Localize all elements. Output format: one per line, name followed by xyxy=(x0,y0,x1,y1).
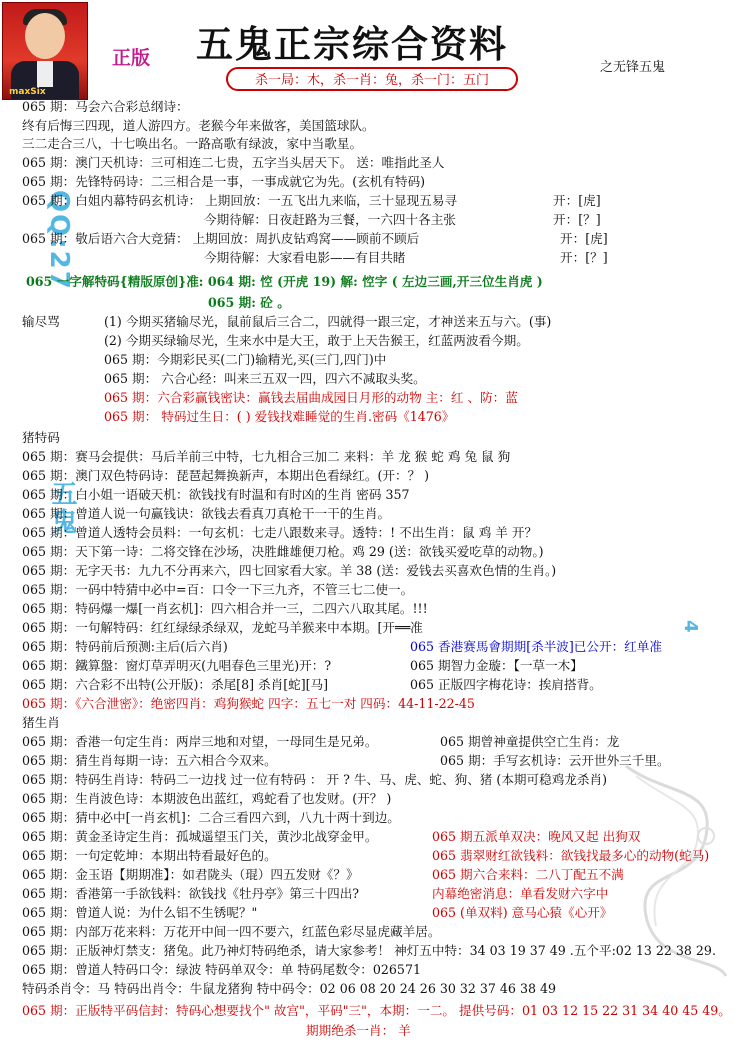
text-line: 065 期五派单双决：晚风又起 出狗双 xyxy=(432,829,641,844)
text-line: 065 期：白小姐一语破天机：欲钱找有时温和有时凶的生肖 密码 357 xyxy=(22,487,410,502)
text-line: 065 期：六合彩赢钱密诀：赢钱去届曲成园日月形的动物 主：红 、防：蓝 xyxy=(104,390,518,405)
text-line: 065 期：香港第一手欲钱料：欲钱找《牡丹亭》第三十四出? xyxy=(22,886,360,901)
watermark-qq: QQ:27 xyxy=(44,190,74,291)
text-line: 065 期：特码前后预测:主后(后六肖) xyxy=(22,639,228,654)
text-line: 065 期：内部万花来料：万花开中间一四不要六，红蓝色彩尽显虎藏羊居。 xyxy=(22,924,441,939)
text-line: 三二走合三八，十七唤出名。一路高歌有绿波，家中当歌星。 xyxy=(22,136,363,151)
text-line: 065 期：一句解特码：红红绿绿杀绿双，龙蛇马羊猴来中本期。[开══准 xyxy=(22,620,423,635)
text-line: 065 期：六合彩不出特(公开版)：杀尾[8] 杀肖[蛇][马] xyxy=(22,677,329,692)
text-line: 065 期：曾道人说：为什么铝不生锈呢？" xyxy=(22,905,258,920)
text-line: 开：[？] xyxy=(553,212,601,227)
text-line: (2) 今期买绿输尽光，生来水中是大王，敢于上天告猴王，红蓝两波看今期。 xyxy=(104,333,529,348)
text-line: 065 期：澳门双色特码诗：琵琶起舞换新声，本期出色看绿红。(开：？ ) xyxy=(22,468,430,483)
page-title: 五鬼正宗综合资料 xyxy=(196,22,508,66)
text-line: 065 期：《六合泄密》：绝密四肖：鸡狗猴蛇 四字：五七一对 四码：44-11-22-45 xyxy=(22,696,475,711)
text-line: 065 期：敬后语六合大竞猜： 上期回放：周扒皮钻鸡窝——顾前不顾后 xyxy=(22,231,420,246)
text-line: 065 期：曾道人说一句赢钱诀：欲钱去看真刀真枪干一干的生肖。 xyxy=(22,506,391,521)
text-line: 065 期：黄金圣诗定生肖：孤城遥望玉门关，黄沙北战穿金甲。 xyxy=(22,829,378,844)
text-line: 猪生肖 xyxy=(22,715,60,730)
text-line: 期期绝杀一肖： 羊 xyxy=(306,1023,411,1038)
text-line: 终有后悔三四现，道人游四方。老猴今年来做客，美国篮球队。 xyxy=(22,118,375,133)
text-line: 065 期曾神童提供空亡生肖：龙 xyxy=(440,734,620,749)
text-line: 猪特码 xyxy=(22,430,60,445)
text-line: 065 期智力金璇：【一草一木】 xyxy=(410,658,583,673)
text-line: 065 期：白姐内幕特码玄机诗： 上期回放：一五飞出九来临，三十显现五易寻 xyxy=(22,193,458,208)
text-line: 065 期：猜中必中[一肖玄机]：二合三看四六到，八九十两十到边。 xyxy=(22,810,400,825)
text-line: 今期待解：日夜赶路为三餐，一六四十各主张 xyxy=(204,212,456,227)
text-line: 065 期：无字天书：九九不分再来六，四七回家看大家。羊 38 (送：爱钱去买喜欢色情的生肖。) xyxy=(22,563,557,578)
text-line: (1) 今期买猪输尽光，鼠前鼠后三合二，四就得一跟三定，才神送来五与六。(事) xyxy=(104,314,552,329)
text-line: 开：[虎] xyxy=(553,193,601,208)
text-line: 今期待解：大家看电影——有目共睹 xyxy=(204,250,406,265)
photo-tag: maxSix xyxy=(9,87,46,97)
text-line: 065 期: 砼 。 xyxy=(208,295,290,310)
text-line: 065 期：马会六合彩总纲诗： xyxy=(22,99,189,114)
text-line: 065 一字解特码{精版原创}准: 064 期: 悾 (开虎 19) 解: 悾字 ( 左边三画,开三位生肖虎 ) xyxy=(26,274,543,289)
text-line: 065 (单双料) 意马心猿《心开》 xyxy=(432,905,613,920)
text-line: 开：[虎] xyxy=(560,231,608,246)
text-line: 065 期：先锋特码诗：二三相合是一事，一事成就它为先。(玄机有特码) xyxy=(22,174,426,189)
text-line: 065 期：一码中特猜中必中=百：口令一下三九齐，不管三七二使一。 xyxy=(22,582,414,597)
watermark-number: 4 xyxy=(680,620,701,635)
text-line: 065 期：手写玄机诗：云开世外三千里。 xyxy=(440,753,670,768)
author-photo xyxy=(2,2,88,100)
text-line: 065 期： 特码过生日：( ) 爱钱找难睡觉的生肖.密码《1476》 xyxy=(104,409,455,424)
text-line: 065 期：正版特平码信封：特码心想要找个" 故宫"，平码"三"，本期：一二。 提供号码：01 03 12 15 22 31 34 40 45 49。 xyxy=(22,1003,731,1018)
text-line: 特码杀肖令：马 特码出肖令：牛鼠龙猪狗 特中码令：02 06 08 20 24 26 30 32 37 46 38 49 xyxy=(22,981,556,996)
text-line: 065 期： 六合心经：叫来三五双一四，四六不减取头奖。 xyxy=(104,371,426,386)
text-line: 开：[？] xyxy=(560,250,608,265)
text-line: 065 香港赛馬會期期[杀半波]已公开：红单准 xyxy=(410,639,662,654)
text-line: 065 期：今期彩民买(二门)输精光,买(三门,四门)中 xyxy=(104,352,387,367)
text-line: 065 期：特码爆一爆[一肖玄机]：四六相合并一三，二四六八取其尾。!!! xyxy=(22,601,428,616)
text-line: 065 期：赛马会提供：马后羊前三中特，七九相合三加二 来料：羊 龙 猴 蛇 鸡 兔 鼠 狗 xyxy=(22,449,511,464)
text-line: 065 期：特码生肖诗：特码二一边找 过一位有特码 ： 开 ? 牛、马、虎、蛇、狗、猪 (本期可稳鸡龙杀肖) xyxy=(22,772,607,787)
text-line: 065 期：鐵算盤：窗灯草弄明灭(九唱春色三里光)开：? xyxy=(22,658,332,673)
text-line: 065 期：曾道人特码口令：绿波 特码单双令：单 特码尾数令：026571 xyxy=(22,962,421,977)
kill-bar: 杀一局：木，杀一肖：兔，杀一门：五门 xyxy=(226,67,518,91)
text-line: 065 期：天下第一诗：二将交锋在沙场，决胜雌雄便刀枪。鸡 29 (送：欲钱买爱吃草的动物。) xyxy=(22,544,544,559)
text-line: 065 期六合来料：二八丁配五不满 xyxy=(432,867,624,882)
text-line: 065 期：一句定乾坤：本期出特看最好色的。 xyxy=(22,848,277,863)
text-line: 065 正版四字梅花诗：挨肩搭背。 xyxy=(410,677,602,692)
text-line: 065 翡翠财红欲钱料：欲钱找最多心的动物(蛇马) xyxy=(432,848,710,863)
photo-shirt xyxy=(37,61,53,87)
author-label: 之无锋五鬼 xyxy=(600,60,666,75)
text-line: 065 期：香港一句定生肖：两岸三地和对望，一母同生是兄弟。 xyxy=(22,734,378,749)
watermark-text: 五鬼 xyxy=(47,480,77,536)
text-line: 065 期：正版神灯禁支：猪兔。此乃神灯特码绝杀，请大家参考！ 神灯五中特：34 03 19 37 49 .五个平:02 13 22 38 29. xyxy=(22,943,716,958)
text-line: 065 期：金玉语【期期准】：如君陇头（琨）四五发财《？》 xyxy=(22,867,359,882)
text-line: 输尽骂 xyxy=(22,314,60,329)
text-line: 065 期：澳门天机诗：三可相连二七贵，五字当头居天下。 送：唯指此圣人 xyxy=(22,155,445,170)
text-line: 065 期：生肖波色诗：本期波色出蓝红，鸡蛇看了也发财。(开？ ) xyxy=(22,791,392,806)
text-line: 065 期：曾道人透特会员料：一句玄机：七走八跟数来寻。透特：! 不出生肖：鼠 鸡 羊 开？ xyxy=(22,525,538,540)
text-line: 065 期：猜生肖每期一诗：五六相合今双来。 xyxy=(22,753,277,768)
photo-face xyxy=(25,13,65,59)
edition-label: 正版 xyxy=(112,47,151,69)
text-line: 内幕绝密消息：单看发财六字中 xyxy=(432,886,609,901)
